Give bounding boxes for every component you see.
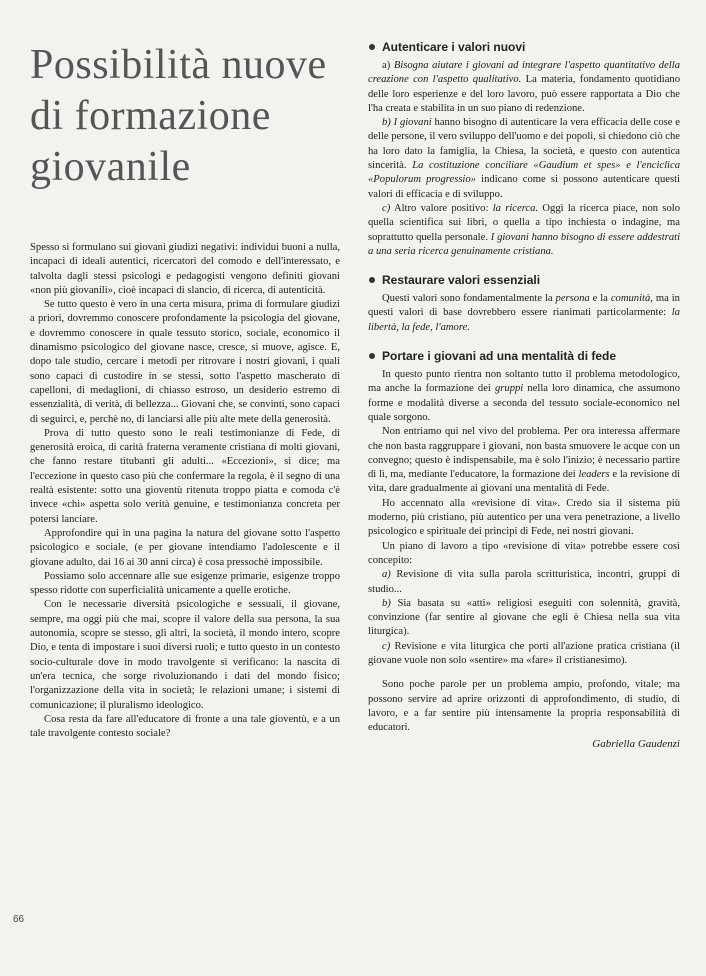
paragraph: Cosa resta da fare all'educatore di fronte a una tale gioventù, e a un tale travolgente contesto sociale?: [30, 713, 340, 740]
text: hanno bisogno di autenticare la vera efficacia delle cose e delle persone, il vero sviluppo dell'uomo e dei popoli, si chiedono ciò che ha loro dato la famiglia, la Chiesa, la società, e questo con autentica sincerità.: [368, 117, 680, 172]
section-heading: Restaurare valori essenziali: [368, 273, 680, 288]
paragraph: [368, 368, 680, 425]
italic-text: I giovani hanno bisogno di essere addestrati a una seria ricerca genuinamente cristiana.: [368, 231, 681, 257]
paragraph: Se tutto questo è vero in una certa misura, prima di formulare giudizi a priori, dovremmo conoscere profondamente la psicologia del giovane, e dovremmo conoscere in quale tessuto storico, sociale, economico il dinamismo psicologico del giovane nasce, cresce, si muove, agisce. E, dopo tale studio, cercare i metodi per ritrovare i nostri giovani, i quali sono capaci di custodire in se stessi, sotto l'aspetto mascherato di capelloni, di medaglioni, di chiasso estroso, un desiderio estremo di essenzialità, di verità, di bellezza... Giovani che, se convinti, sono capaci di seguirci, e, perchè no, di lanciarsi alle più alte mete della generosità.: [30, 299, 340, 425]
item-label: a): [382, 60, 391, 71]
italic-text: comunità,: [610, 293, 653, 305]
item-label: c): [382, 640, 391, 652]
spacer: [368, 668, 680, 678]
right-column: [368, 40, 680, 766]
paragraph: [368, 202, 680, 259]
italic-text: persona: [555, 293, 590, 305]
section-heading: Portare i giovani ad una mentalità di fede: [368, 349, 680, 364]
paragraph: [368, 116, 680, 202]
list-item: [368, 597, 680, 640]
text: Altro valore positivo:: [393, 202, 489, 214]
item-label: b): [382, 117, 391, 129]
text: Revisione e vita liturgica che porti all'azione pratica cristiana (il giovane vuole non solo «sentire» ma «fare» il cristianesimo).: [368, 640, 680, 666]
text: Sia basata su «atti» religiosi eseguiti con solennità, gravità, convinzione (far sentire al giovane che egli è Chiesa nella sua vita liturgica).: [368, 597, 680, 638]
text: e la revisione di vita, dare gradualmente ai giovani una mentalità di Fede.: [368, 469, 680, 495]
text: In questo punto rientra non soltanto tutto il problema metodologico, ma anche la formazione dei: [368, 369, 680, 395]
paragraph: [368, 292, 680, 335]
item-label: a): [382, 569, 391, 581]
list-item: [368, 640, 680, 669]
paragraph: [368, 59, 680, 116]
paragraph: Con le necessarie diversità psicologiche e sessuali, il giovane, sempre, ma oggi più che mai, scopre il valore della sua persona, la sua autonomia, scopre se stesso, gli altri, la società, il mondo intero, scopre Dio, e tenta di impostare i suoi diversi ruoli; e tutto questo in un contesto socio-culturale dove in modo travolgente si verificano: la nascita di un'era tecnica, che sorge rivoluzionando i dati del mondo fisico; l'organizzazione della vita in società; le relazioni umane; i sistemi di comunicazione; il pluralismo ideologico.: [30, 599, 340, 711]
title-line: Possibilità nuove: [30, 42, 327, 88]
section-body: [368, 292, 680, 335]
intro-text: [30, 241, 340, 741]
italic-text: la ricerca.: [492, 202, 539, 214]
item-label: b): [382, 597, 391, 609]
section-body: [368, 59, 680, 259]
paragraph: Ho accennato alla «revisione di vita». Credo sia il sistema più moderno, più cristiano, più autentico per una vera penetrazione, a livello psicologico e spirituale dei principi di Fede, nei nostri giovani.: [368, 497, 680, 538]
text: indicano come si possono autenticare questi valori di efficacia e di sviluppo.: [368, 174, 680, 200]
text: La materia, fondamento quotidiano delle loro esperienze e del loro lavoro, può essere rapportata a Dio che l'ha creata e stabilita in un suo piano di redenzione.: [368, 74, 680, 114]
text: ma in questi valori di base dovrebbero essere rianimati particolarmente:: [368, 293, 680, 319]
paragraph: [368, 425, 680, 496]
text: Revisione di vita sulla parola scritturistica, incontri, gruppi di studio...: [368, 569, 681, 595]
italic-text: gruppi: [495, 383, 524, 395]
text: Oggi la ricerca piace, non solo quella scientifica sui libri, o quella a tipo inchiesta o indagine, ma soprattutto quella personale.: [368, 202, 680, 243]
left-column: [30, 40, 340, 741]
page-number: 66: [13, 914, 25, 925]
title-line: giovanile: [30, 144, 191, 190]
section-restaurare: [368, 273, 680, 335]
paragraph: Prova di tutto questo sono le reali testimonianze di Fede, di generosità eroica, di carità fraterna veramente cristiana di molti giovani, che fanno restare titubanti gli adulti... «Eccezioni», si dice; ma l'eccezione in questo caso più che confermare la regola, è il segno di una realtà esistente: sotto una gioventù ritenuta troppo piatta e comoda c'è invece «chi» aspetta solo verità genuine, e testimonianza concreta per potersi lanciare.: [30, 427, 340, 525]
italic-text: La costituzione conciliare «Gaudium et spes» e l'enciclica «Populorum progressio»: [368, 160, 681, 186]
author-signature: Gabriella Gaudenzi: [592, 738, 680, 751]
text: Non entriamo qui nel vivo del problema. Per ora interessa affermare che non basta raggruppare i giovani, non basta smuovere le acque con un convegno; questo è indispensabile, ma è solo l'inizio; è necessario partire di lì, ma, mediante l'educatore, la formazione dei: [368, 426, 680, 481]
paragraph: Sono poche parole per un problema ampio, profondo, vitale; ma possono servire ad aprire orizzonti di approfondimento, di studio, di lavoro, e a far sentire più intensamente la propria responsabilità di educatori.: [368, 679, 680, 734]
paragraph: Approfondire qui in una pagina la natura del giovane sotto l'aspetto psicologico e sociale, (e per giovane intendiamo l'adolescente e il giovane adulto, dai 16 ai 30 anni circa) è cosa pressochè impossibile.: [30, 527, 340, 568]
paragraph: Spesso si formulano sui giovani giudizi negativi: individui buoni a nulla, incapaci di ideali autentici, ricercatori del comodo e dell'interessato, e talvolta dagli stessi psicologi e pedagogisti vengono definiti giovani «non più giovanili», cioè incapaci di slancio, di ricerca, di autenticità.: [30, 242, 340, 296]
section-heading: Autenticare i valori nuovi: [368, 40, 680, 55]
list-item: [368, 568, 680, 597]
article-title: [30, 40, 340, 193]
text: nella loro dinamica, che assumono forme e modalità diverse a seconda del tessuto sociale-economico nel quale sorgono.: [368, 383, 680, 423]
title-line: di formazione: [30, 93, 271, 139]
text: Questi valori sono fondamentalmente la: [382, 293, 553, 305]
item-label: c): [382, 202, 391, 214]
italic-text: leaders: [578, 469, 610, 481]
section-body: [368, 368, 680, 752]
section-portare: [368, 349, 680, 752]
paragraph: Un piano di lavoro a tipo «revisione di vita» potrebbe essere così concepito:: [368, 540, 680, 566]
text: e la: [592, 293, 608, 305]
section-autenticare: [368, 40, 680, 259]
italic-text: la libertà, la fede, l'amore.: [368, 307, 680, 333]
italic-text: Bisogna aiutare i giovani ad integrare l'aspetto quantitativo della creazione con l'aspetto qualitativo.: [368, 60, 680, 86]
paragraph: Possiamo solo accennare alle sue esigenze primarie, esigenze troppo spesso ridotte con superficialità unicamente a quelle erotiche.: [30, 570, 340, 597]
italic-text: I giovani: [393, 117, 432, 129]
